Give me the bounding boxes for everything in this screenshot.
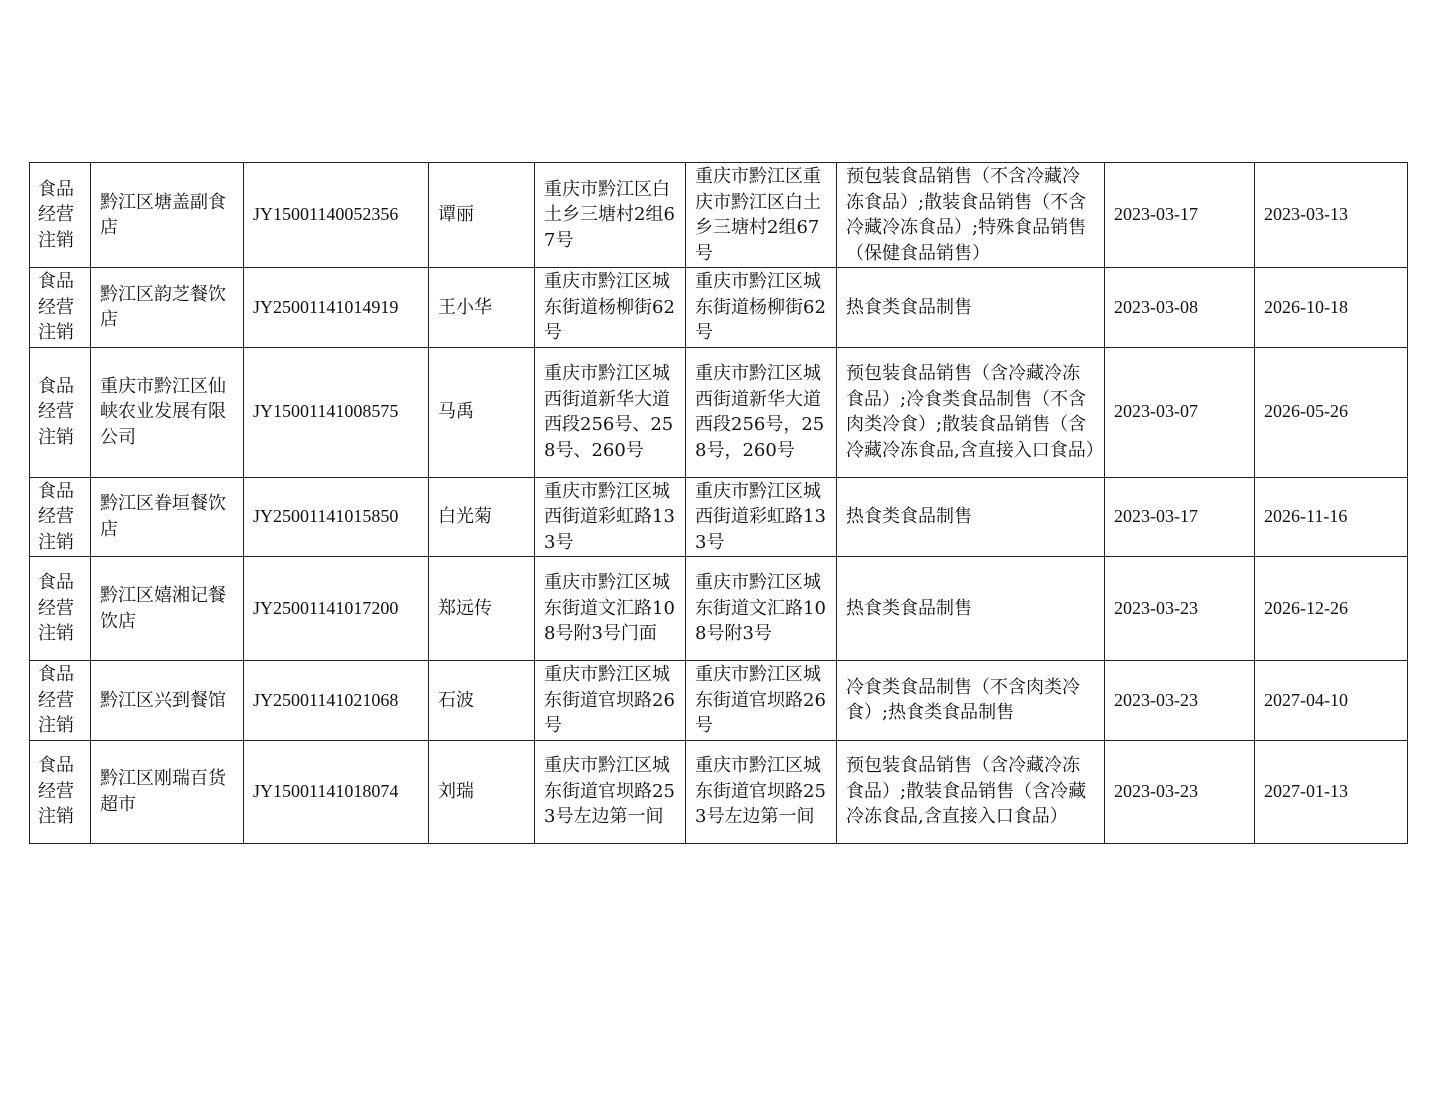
cell-address: 重庆市黔江区白土乡三塘村2组67号 — [535, 163, 686, 268]
cell-date-1: 2023-03-08 — [1105, 268, 1255, 348]
cell-business-name: 黔江区塘盖副食店 — [91, 163, 244, 268]
cell-date-2: 2023-03-13 — [1255, 163, 1408, 268]
cell-legal-person: 郑远传 — [429, 557, 535, 661]
cell-legal-person: 谭丽 — [429, 163, 535, 268]
cell-date-2: 2026-11-16 — [1255, 477, 1408, 557]
cell-date-1: 2023-03-23 — [1105, 557, 1255, 661]
cell-license-number: JY25001141014919 — [244, 268, 429, 348]
cell-address: 重庆市黔江区城东街道文汇路108号附3号门面 — [535, 557, 686, 661]
cell-date-1: 2023-03-07 — [1105, 347, 1255, 477]
table-row — [30, 557, 1408, 661]
cell-business-scope: 预包装食品销售（不含冷藏冷冻食品）;散装食品销售（不含冷藏冷冻食品）;特殊食品销售（保健食品销售） — [837, 163, 1105, 268]
cell-legal-person: 石波 — [429, 661, 535, 741]
cell-premises: 重庆市黔江区重庆市黔江区白土乡三塘村2组67号 — [686, 163, 837, 268]
cell-item: 食品经营注销 — [30, 477, 91, 557]
cell-premises: 重庆市黔江区城西街道彩虹路133号 — [686, 477, 837, 557]
table-row — [30, 268, 1408, 348]
cell-legal-person: 马禹 — [429, 347, 535, 477]
cell-premises: 重庆市黔江区城东街道杨柳街62号 — [686, 268, 837, 348]
cell-item: 食品经营注销 — [30, 557, 91, 661]
cell-item: 食品经营注销 — [30, 268, 91, 348]
cell-business-scope: 热食类食品制售 — [837, 268, 1105, 348]
cell-business-name: 黔江区嬉湘记餐饮店 — [91, 557, 244, 661]
cell-license-number: JY15001141008575 — [244, 347, 429, 477]
cell-date-2: 2027-01-13 — [1255, 740, 1408, 843]
cell-premises: 重庆市黔江区城东街道文汇路108号附3号 — [686, 557, 837, 661]
cell-item: 食品经营注销 — [30, 740, 91, 843]
cell-address: 重庆市黔江区城西街道新华大道西段256号、258号、260号 — [535, 347, 686, 477]
cell-date-1: 2023-03-17 — [1105, 477, 1255, 557]
cell-address: 重庆市黔江区城东街道官坝路253号左边第一间 — [535, 740, 686, 843]
cell-address: 重庆市黔江区城东街道杨柳街62号 — [535, 268, 686, 348]
cell-business-name: 黔江区刚瑞百货超市 — [91, 740, 244, 843]
cell-address: 重庆市黔江区城东街道官坝路26号 — [535, 661, 686, 741]
cell-business-name: 黔江区韵芝餐饮店 — [91, 268, 244, 348]
cell-item: 食品经营注销 — [30, 163, 91, 268]
cell-date-2: 2027-04-10 — [1255, 661, 1408, 741]
table-row — [30, 661, 1408, 741]
cell-premises: 重庆市黔江区城东街道官坝路253号左边第一间 — [686, 740, 837, 843]
cell-business-scope: 热食类食品制售 — [837, 557, 1105, 661]
cell-license-number: JY25001141017200 — [244, 557, 429, 661]
table-row — [30, 740, 1408, 843]
cell-business-name: 黔江区兴到餐馆 — [91, 661, 244, 741]
cell-license-number: JY25001141015850 — [244, 477, 429, 557]
cell-date-2: 2026-12-26 — [1255, 557, 1408, 661]
cell-premises: 重庆市黔江区城东街道官坝路26号 — [686, 661, 837, 741]
cell-premises: 重庆市黔江区城西街道新华大道西段256号，258号，260号 — [686, 347, 837, 477]
cell-item: 食品经营注销 — [30, 661, 91, 741]
cell-legal-person: 刘瑞 — [429, 740, 535, 843]
cell-legal-person: 王小华 — [429, 268, 535, 348]
cell-business-scope: 预包装食品销售（含冷藏冷冻食品）;冷食类食品制售（不含肉类冷食）;散装食品销售（含冷藏冷冻食品,含直接入口食品） — [837, 347, 1105, 477]
cell-date-2: 2026-10-18 — [1255, 268, 1408, 348]
table-body — [30, 163, 1408, 844]
cell-date-2: 2026-05-26 — [1255, 347, 1408, 477]
cell-business-scope: 预包装食品销售（含冷藏冷冻食品）;散装食品销售（含冷藏冷冻食品,含直接入口食品） — [837, 740, 1105, 843]
cell-business-name: 重庆市黔江区仙峡农业发展有限公司 — [91, 347, 244, 477]
cell-business-name: 黔江区眷垣餐饮店 — [91, 477, 244, 557]
cell-license-number: JY15001141018074 — [244, 740, 429, 843]
table-row — [30, 163, 1408, 268]
cell-legal-person: 白光菊 — [429, 477, 535, 557]
table-row — [30, 477, 1408, 557]
cell-item: 食品经营注销 — [30, 347, 91, 477]
cell-address: 重庆市黔江区城西街道彩虹路133号 — [535, 477, 686, 557]
cell-license-number: JY15001140052356 — [244, 163, 429, 268]
cell-license-number: JY25001141021068 — [244, 661, 429, 741]
cell-date-1: 2023-03-23 — [1105, 661, 1255, 741]
cell-business-scope: 冷食类食品制售（不含肉类冷食）;热食类食品制售 — [837, 661, 1105, 741]
cell-business-scope: 热食类食品制售 — [837, 477, 1105, 557]
cell-date-1: 2023-03-23 — [1105, 740, 1255, 843]
table-row — [30, 347, 1408, 477]
cell-date-1: 2023-03-17 — [1105, 163, 1255, 268]
cancellation-records-table — [29, 162, 1408, 844]
